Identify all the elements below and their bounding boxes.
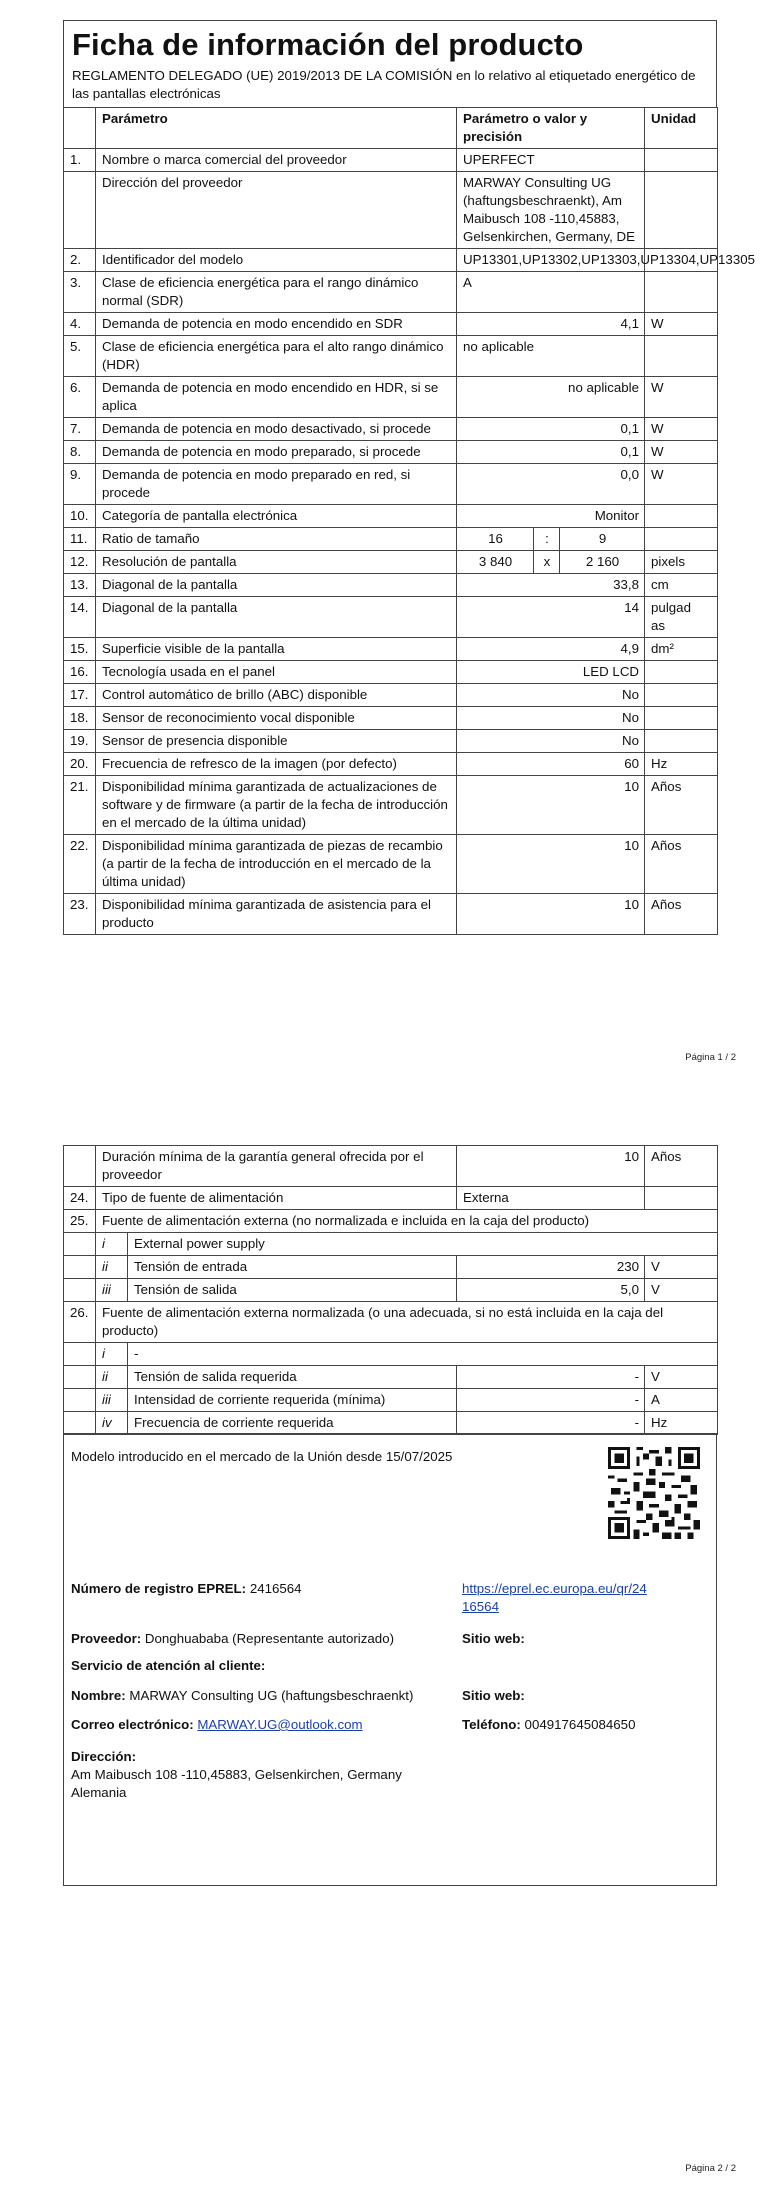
row-param: Resolución de pantalla [96, 551, 457, 574]
ratio-height: 9 [560, 528, 645, 551]
title-box [63, 20, 717, 107]
table-row [64, 172, 718, 249]
row-unit: V [645, 1279, 718, 1302]
row-param: Fuente de alimentación externa normalizada (o una adecuada, si no está incluida en la caja del producto) [96, 1302, 718, 1343]
email-link[interactable]: MARWAY.UG@outlook.com [197, 1717, 363, 1732]
row-param: Demanda de potencia en modo preparado en red, si procede [96, 464, 457, 505]
table-row [64, 638, 718, 661]
row-param: Clase de eficiencia energética para el alto rango dinámico (HDR) [96, 336, 457, 377]
row-unit [645, 172, 718, 249]
row-unit: W [645, 418, 718, 441]
row-number: 17. [64, 684, 96, 707]
row-param: Identificador del modelo [96, 249, 457, 272]
table-row [64, 730, 718, 753]
row-number: 16. [64, 661, 96, 684]
supplier-website-label: Sitio web: [462, 1631, 525, 1646]
table-row [64, 528, 718, 551]
sub-index: iii [96, 1389, 128, 1412]
row-unit [645, 272, 718, 313]
table-row [64, 1233, 718, 1256]
row-unit: cm [645, 574, 718, 597]
row-unit [645, 336, 718, 377]
page-title: Ficha de información del producto [72, 27, 584, 62]
sub-index: i [96, 1343, 128, 1366]
row-number: 15. [64, 638, 96, 661]
ratio-width: 16 [457, 528, 534, 551]
table-row [64, 835, 718, 894]
row-param: Disponibilidad mínima garantizada de asistencia para el producto [96, 894, 457, 935]
row-value: 33,8 [457, 574, 645, 597]
table-row [64, 377, 718, 418]
row-param: Tensión de entrada [128, 1256, 457, 1279]
row-number: 20. [64, 753, 96, 776]
table-row [64, 574, 718, 597]
row-param: Demanda de potencia en modo encendido en SDR [96, 313, 457, 336]
row-value: LED LCD [457, 661, 645, 684]
service-email [71, 1716, 363, 1734]
row-value: - [457, 1389, 645, 1412]
table-row [64, 149, 718, 172]
row-unit: dm² [645, 638, 718, 661]
row-param: Clase de eficiencia energética para el rango dinámico normal (SDR) [96, 272, 457, 313]
row-number: 4. [64, 313, 96, 336]
table-row [64, 441, 718, 464]
row-number: 24. [64, 1187, 96, 1210]
eprel-number [71, 1580, 302, 1598]
row-value: A [457, 272, 645, 313]
supplier-info-box [63, 1433, 717, 1886]
row-value: 10 [457, 776, 645, 835]
row-param: Sensor de reconocimiento vocal disponible [96, 707, 457, 730]
row-number: 26. [64, 1302, 96, 1343]
row-number [64, 1389, 96, 1412]
row-value: 10 [457, 1146, 645, 1187]
table-row [64, 776, 718, 835]
service-name-label: Nombre: [71, 1688, 126, 1703]
row-param: Frecuencia de refresco de la imagen (por defecto) [96, 753, 457, 776]
eprel-link[interactable] [462, 1580, 647, 1616]
row-unit: W [645, 313, 718, 336]
row-number: 3. [64, 272, 96, 313]
row-unit: Años [645, 894, 718, 935]
row-param: External power supply [128, 1233, 718, 1256]
row-unit: W [645, 441, 718, 464]
table-row [64, 272, 718, 313]
row-param: Demanda de potencia en modo preparado, si procede [96, 441, 457, 464]
row-param: Intensidad de corriente requerida (mínima) [128, 1389, 457, 1412]
table-row [64, 753, 718, 776]
table-row [64, 1366, 718, 1389]
row-number: 21. [64, 776, 96, 835]
row-value: 60 [457, 753, 645, 776]
eprel-link-line-1[interactable]: https://eprel.ec.europa.eu/qr/24 [462, 1581, 647, 1596]
row-unit: V [645, 1366, 718, 1389]
market-intro-date: Modelo introducido en el mercado de la Unión desde 15/07/2025 [71, 1449, 453, 1464]
row-unit: Hz [645, 753, 718, 776]
row-param: Diagonal de la pantalla [96, 597, 457, 638]
row-value: 4,9 [457, 638, 645, 661]
row-param: Tipo de fuente de alimentación [96, 1187, 457, 1210]
table-row [64, 1412, 718, 1435]
row-unit: Años [645, 1146, 718, 1187]
customer-service-heading: Servicio de atención al cliente: [71, 1658, 266, 1673]
row-number: 6. [64, 377, 96, 418]
sub-index: ii [96, 1366, 128, 1389]
product-info-sheet-page-1 [63, 20, 756, 935]
product-parameter-table [63, 107, 756, 935]
row-number: 19. [64, 730, 96, 753]
row-value: UP13301,UP13302,UP13303,UP13304,UP13305 [457, 249, 645, 272]
row-param: Disponibilidad mínima garantizada de piezas de recambio (a partir de la fecha de introducción en el mercado de la última unidad) [96, 835, 457, 894]
supplier-label: Proveedor: [71, 1631, 142, 1646]
address-line-1: Am Maibusch 108 -110,45883, Gelsenkirchen, Germany [71, 1767, 402, 1782]
row-value: 14 [457, 597, 645, 638]
row-param: Ratio de tamaño [96, 528, 457, 551]
ratio-separator: : [534, 528, 560, 551]
table-row [64, 1389, 718, 1412]
row-value: MARWAY Consulting UG (haftungsbeschraenkt), Am Maibusch 108 -110,45883, Gelsenkirchen, Germany, DE [457, 172, 645, 249]
supplier [71, 1630, 394, 1648]
row-param: Tensión de salida requerida [128, 1366, 457, 1389]
row-number: 10. [64, 505, 96, 528]
row-param: Tensión de salida [128, 1279, 457, 1302]
row-value: 230 [457, 1256, 645, 1279]
table-row [64, 551, 718, 574]
row-unit [645, 597, 718, 638]
row-value: 5,0 [457, 1279, 645, 1302]
page-number-1: Página 1 / 2 [685, 1052, 736, 1063]
page-number-2: Página 2 / 2 [685, 2163, 736, 2174]
address-label: Dirección: [71, 1749, 137, 1764]
table-row [64, 1187, 718, 1210]
row-number: 2. [64, 249, 96, 272]
row-unit [645, 684, 718, 707]
row-param: Demanda de potencia en modo desactivado, si procede [96, 418, 457, 441]
row-unit [645, 528, 718, 551]
service-name [71, 1687, 413, 1705]
row-value: No [457, 730, 645, 753]
row-param: - [128, 1343, 718, 1366]
row-value: Monitor [457, 505, 645, 528]
phone-value: 004917645084650 [524, 1717, 636, 1732]
product-info-sheet-page-2 [63, 1145, 717, 1435]
row-unit [645, 707, 718, 730]
row-number [64, 1412, 96, 1435]
unit-inches: pulgadas [651, 600, 691, 633]
row-param: Tecnología usada en el panel [96, 661, 457, 684]
row-unit: W [645, 377, 718, 418]
row-value: 0,1 [457, 441, 645, 464]
table-row [64, 418, 718, 441]
row-value: 10 [457, 894, 645, 935]
row-value: no aplicable [457, 336, 645, 377]
table-row [64, 249, 718, 272]
row-param: Control automático de brillo (ABC) disponible [96, 684, 457, 707]
resolution-width: 3 840 [457, 551, 534, 574]
row-param: Fuente de alimentación externa (no normalizada e incluida en la caja del producto) [96, 1210, 718, 1233]
table-row [64, 505, 718, 528]
row-number: 9. [64, 464, 96, 505]
row-unit: Hz [645, 1412, 718, 1435]
row-value: - [457, 1366, 645, 1389]
table-row [64, 336, 718, 377]
row-unit [645, 1187, 718, 1210]
row-param: Nombre o marca comercial del proveedor [96, 149, 457, 172]
row-number: 11. [64, 528, 96, 551]
email-label: Correo electrónico: [71, 1717, 194, 1732]
header-value: Parámetro o valor y precisión [457, 108, 645, 149]
row-number: 13. [64, 574, 96, 597]
row-number [64, 1146, 96, 1187]
table-row [64, 597, 718, 638]
table-row [64, 1210, 718, 1233]
row-param: Demanda de potencia en modo encendido en HDR, si se aplica [96, 377, 457, 418]
row-unit: pixels [645, 551, 718, 574]
row-param: Disponibilidad mínima garantizada de actualizaciones de software y de firmware (a partir de la fecha de introducción en el mercado de la última unidad) [96, 776, 457, 835]
row-unit: V [645, 1256, 718, 1279]
product-parameter-table-continued [63, 1145, 718, 1435]
eprel-label: Número de registro EPREL: [71, 1581, 247, 1596]
header-no [64, 108, 96, 149]
service-phone [462, 1716, 635, 1734]
row-number: 7. [64, 418, 96, 441]
row-number [64, 1279, 96, 1302]
header-unit: Unidad [645, 108, 718, 149]
table-row [64, 313, 718, 336]
row-number: 5. [64, 336, 96, 377]
sub-index: ii [96, 1256, 128, 1279]
row-number: 8. [64, 441, 96, 464]
table-row [64, 684, 718, 707]
table-row [64, 707, 718, 730]
table-row [64, 464, 718, 505]
row-unit [645, 505, 718, 528]
row-param: Categoría de pantalla electrónica [96, 505, 457, 528]
row-param: Dirección del proveedor [96, 172, 457, 249]
row-value: 0,0 [457, 464, 645, 505]
row-number [64, 1343, 96, 1366]
row-number: 22. [64, 835, 96, 894]
table-row [64, 1256, 718, 1279]
row-unit: A [645, 1389, 718, 1412]
row-value: No [457, 684, 645, 707]
eprel-value: 2416564 [249, 1581, 302, 1596]
row-number [64, 1256, 96, 1279]
row-value: No [457, 707, 645, 730]
row-unit: W [645, 464, 718, 505]
table-row [64, 1302, 718, 1343]
row-number [64, 1233, 96, 1256]
row-value: 4,1 [457, 313, 645, 336]
row-param: Superficie visible de la pantalla [96, 638, 457, 661]
qr-code-icon[interactable] [608, 1447, 700, 1539]
row-number [64, 1366, 96, 1389]
row-value: - [457, 1412, 645, 1435]
row-number: 23. [64, 894, 96, 935]
row-unit: Años [645, 776, 718, 835]
table-row [64, 894, 718, 935]
header-param: Parámetro [96, 108, 457, 149]
row-unit [645, 730, 718, 753]
resolution-height: 2 160 [560, 551, 645, 574]
row-unit: Años [645, 835, 718, 894]
table-row [64, 1146, 718, 1187]
row-number [64, 172, 96, 249]
table-header-row [64, 108, 718, 149]
row-number: 1. [64, 149, 96, 172]
table-row [64, 1343, 718, 1366]
row-unit [645, 149, 718, 172]
row-number: 18. [64, 707, 96, 730]
row-param: Diagonal de la pantalla [96, 574, 457, 597]
row-value: Externa [457, 1187, 645, 1210]
service-website-label: Sitio web: [462, 1688, 525, 1703]
table-row [64, 661, 718, 684]
phone-label: Teléfono: [462, 1717, 521, 1732]
row-value: 10 [457, 835, 645, 894]
row-value: 0,1 [457, 418, 645, 441]
sub-index: i [96, 1233, 128, 1256]
supplier-value: Donghuababa (Representante autorizado) [144, 1631, 395, 1646]
row-value: no aplicable [457, 377, 645, 418]
table-row [64, 1279, 718, 1302]
row-param: Duración mínima de la garantía general ofrecida por el proveedor [96, 1146, 457, 1187]
row-number: 14. [64, 597, 96, 638]
resolution-separator: x [534, 551, 560, 574]
eprel-link-line-2[interactable]: 16564 [462, 1599, 499, 1614]
service-name-value: MARWAY Consulting UG (haftungsbeschraenkt) [129, 1688, 414, 1703]
regulation-subtitle: REGLAMENTO DELEGADO (UE) 2019/2013 DE LA COMISIÓN en lo relativo al etiquetado energético de las pantallas electrónicas [72, 68, 696, 101]
sub-index: iii [96, 1279, 128, 1302]
row-param: Frecuencia de corriente requerida [128, 1412, 457, 1435]
address-line-2: Alemania [71, 1785, 127, 1800]
sub-index: iv [96, 1412, 128, 1435]
row-value: UPERFECT [457, 149, 645, 172]
row-param: Sensor de presencia disponible [96, 730, 457, 753]
row-number: 12. [64, 551, 96, 574]
row-unit [645, 661, 718, 684]
row-number: 25. [64, 1210, 96, 1233]
